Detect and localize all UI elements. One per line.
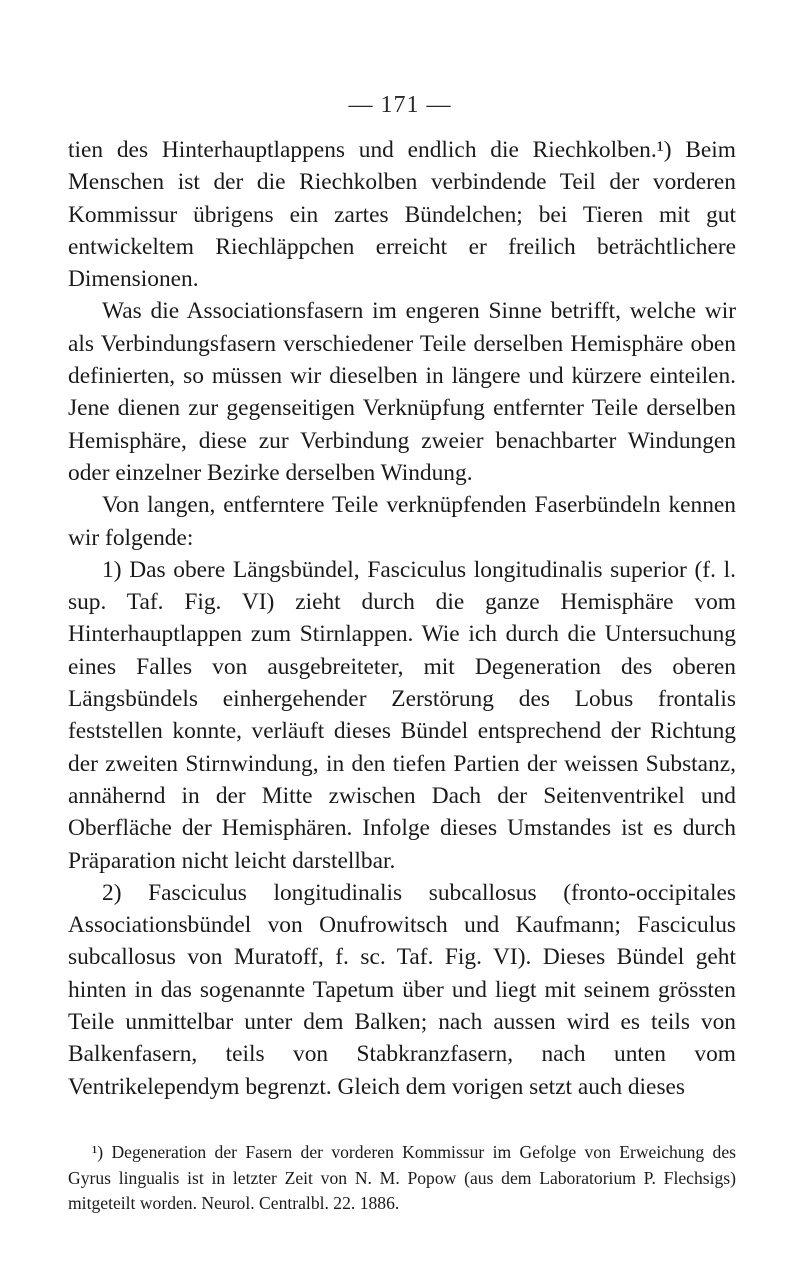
- paragraph-long-bundles-intro: Von langen, entferntere Teile verknüpfenden Faserbündeln kennen wir folgende:: [68, 492, 736, 551]
- footnote-1: ¹) Degeneration der Fasern der vorderen Kommissur im Gefolge von Erweichung des Gyrus lingualis ist in letzter Zeit von N. M. Popow (aus dem Laboratorium P. Flechsigs) mitgeteilt worden. Neurol. Centralbl. 22. 1886.: [68, 1142, 736, 1213]
- paragraph-subcallosal-bundle: 2) Fasciculus longitudinalis subcallosus (fronto-occipitales Associationsbündel von Onufrowitsch und Kaufmann; Fasciculus subcallosus von Muratoff, f. sc. Taf. Fig. VI). Dieses Bündel geht hinten in das sogenannte Tapetum über und liegt mit seinem grössten Teile unmittelbar unter dem Balken; nach aussen wird es teils von Balkenfasern, teils von Stabkranzfasern, nach unten vom Ventrikelependym begrenzt. Gleich dem vorigen setzt auch dieses: [68, 879, 736, 1100]
- paragraph-continuation: tien des Hinterhauptlappens und endlich die Riechkolben.¹) Beim Menschen ist der die Riechkolben verbindende Teil der vorderen Kommissur übrigens ein zartes Bündelchen; bei Tieren mit gut entwickeltem Riechläppchen erreicht er freilich beträchtlichere Dimensionen.: [68, 137, 736, 293]
- paragraph-upper-longitudinal-bundle: 1) Das obere Längsbündel, Fasciculus longitudinalis superior (f. l. sup. Taf. Fig. VI) zieht durch die ganze Hemisphäre vom Hinterhauptlappen zum Stirnlappen. Wie ich durch die Untersuchung eines Falles von ausgebreiteter, mit Degeneration des oberen Längsbündels einhergehender Zerstörung des Lobus frontalis feststellen konnte, verläuft dieses Bündel entsprechend der Richtung der zweiten Stirnwindung, in den tiefen Partien der weissen Substanz, annähernd in der Mitte zwischen Dach der Seitenventrikel und Oberfläche der Hemisphären. Infolge dieses Umstandes ist es durch Präparation nicht leicht darstellbar.: [68, 556, 736, 874]
- paragraph-association-fibers: Was die Associationsfasern im engeren Sinne betrifft, welche wir als Verbindungsfasern verschiedener Teile derselben Hemisphäre oben definierten, so müssen wir dieselben in längere und kürzere einteilen. Jene dienen zur gegenseitigen Verknüpfung entfernter Teile derselben Hemisphäre, diese zur Verbindung zweier benachbarter Windungen oder einzelner Bezirke derselben Windung.: [68, 298, 736, 486]
- body-text: [68, 134, 736, 1103]
- page-number: — 171 —: [348, 92, 452, 118]
- footnotes: [68, 1140, 736, 1217]
